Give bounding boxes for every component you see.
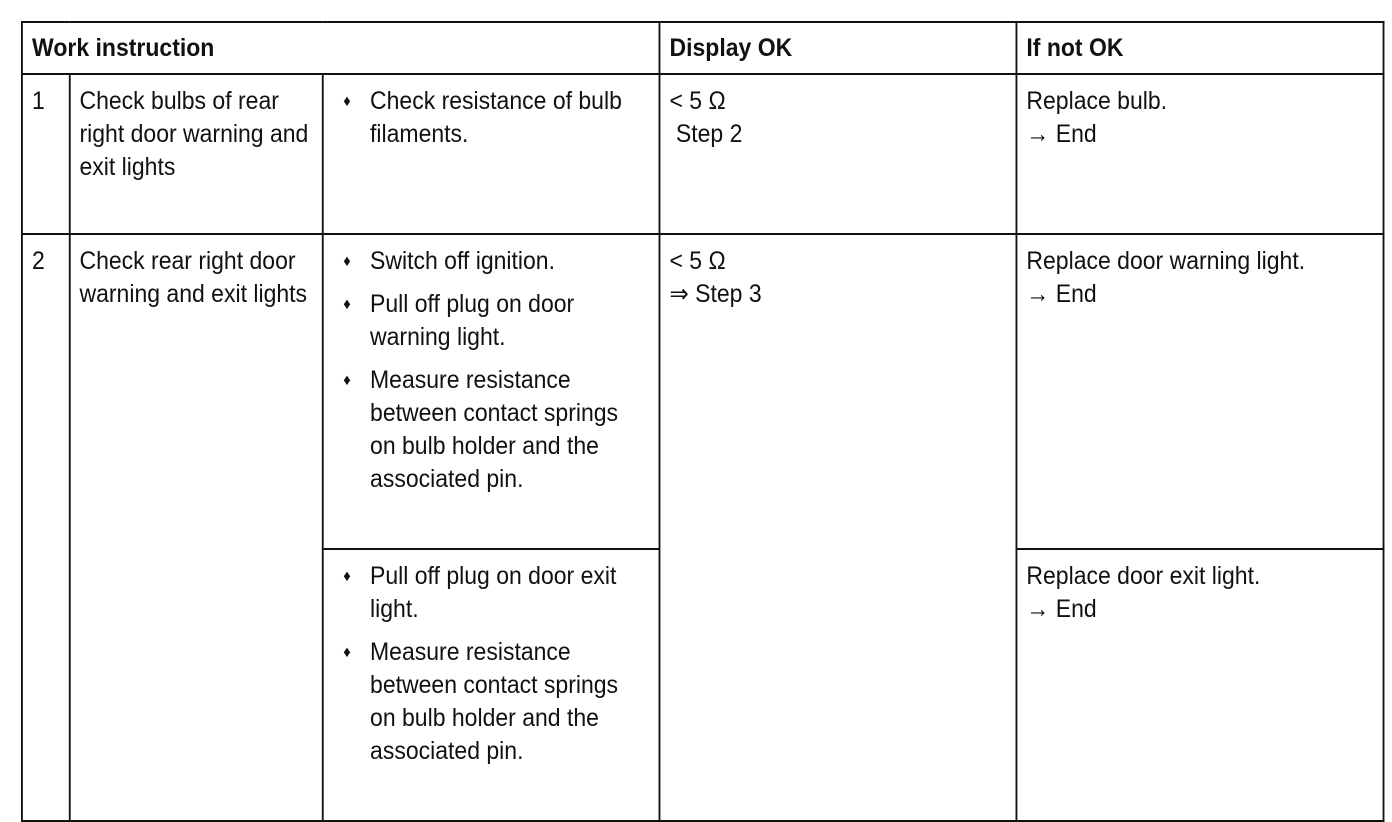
step-actions [323,549,659,821]
remedy-next: → End [1026,120,1097,148]
step-description: Check bulbs of rear right door warning and exit lights [69,74,323,234]
table-row [22,74,1384,234]
if-not-ok-header: If not OK [1016,22,1383,74]
step-description: Check rear right door warning and exit lights [69,234,323,821]
diamond-bullet-icon: ♦ [343,372,351,389]
display-ok-cell [659,74,1016,234]
work-instruction-document [21,21,1384,822]
remedy-text: Replace door exit light. [1026,562,1261,590]
remedy-next: → End [1026,595,1097,623]
diamond-bullet-icon: ♦ [343,568,351,585]
remedy-text: Replace bulb. [1026,87,1168,115]
remedy-text: Replace door warning light. [1026,247,1306,275]
table-header-row [22,22,1384,74]
action-item: ♦ Pull off plug on door exit light. [333,560,649,626]
work-instruction-header: Work instruction [22,22,659,74]
if-not-ok-cell [1016,234,1383,549]
diamond-bullet-icon: ♦ [343,93,351,110]
display-ok-value: < 5 Ω [669,87,726,115]
if-not-ok-cell [1016,74,1383,234]
step-number: 1 [22,74,69,234]
display-ok-cell [659,234,1016,821]
step-actions [323,74,659,234]
diamond-bullet-icon: ♦ [343,644,351,661]
table-row [22,234,1384,549]
action-item: ♦ Check resistance of bulb filaments. [333,85,649,151]
if-not-ok-cell [1016,549,1383,821]
diamond-bullet-icon: ♦ [343,296,351,313]
diamond-bullet-icon: ♦ [343,253,351,270]
action-item: ♦ Measure resistance between contact springs on bulb holder and the associated pin. [333,364,649,496]
display-ok-next-step: ⇒ Step 3 [669,280,762,308]
action-item: ♦ Switch off ignition. [333,245,649,278]
display-ok-header: Display OK [659,22,1016,74]
remedy-next: → End [1026,280,1097,308]
work-instruction-table [21,21,1384,822]
display-ok-next-step: Step 2 [669,120,743,148]
action-item: ♦ Measure resistance between contact springs on bulb holder and the associated pin. [333,636,649,768]
action-item: ♦ Pull off plug on door warning light. [333,288,649,354]
display-ok-value: < 5 Ω [669,247,726,275]
step-number: 2 [22,234,69,821]
step-actions [323,234,659,549]
